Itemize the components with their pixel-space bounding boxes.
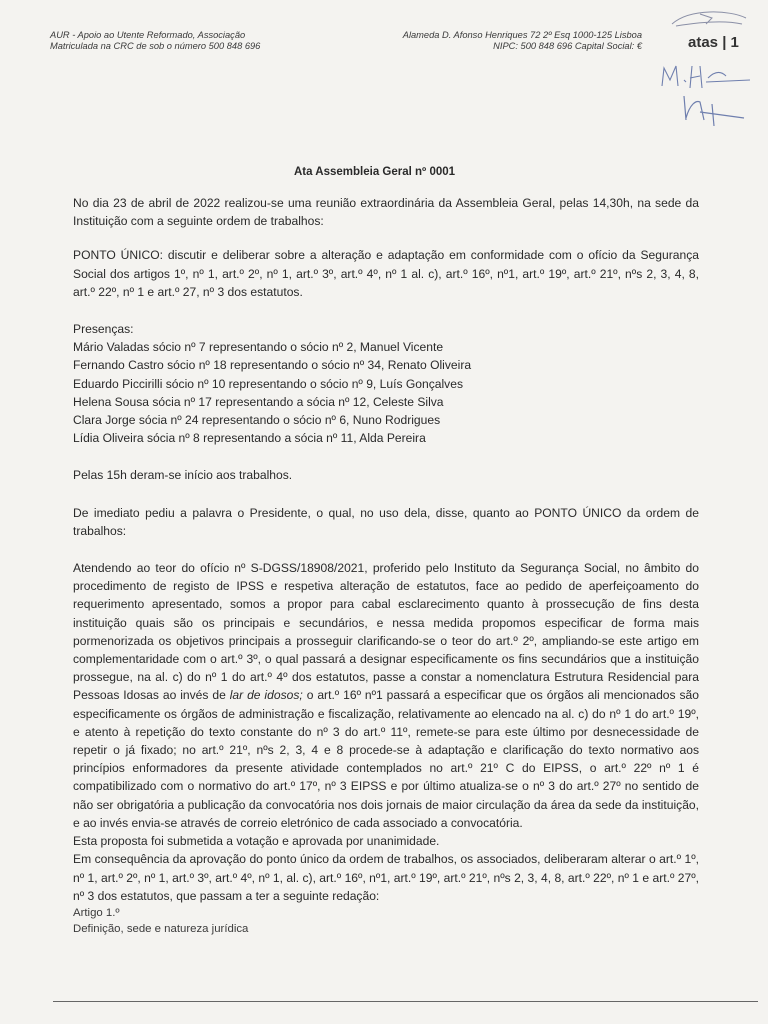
attendance-item: Eduardo Piccirilli sócio nº 10 representando o sócio nº 9, Luís Gonçalves xyxy=(73,376,463,391)
consequence-paragraph: Em consequência da aprovação do ponto único da ordem de trabalhos, os associados, deliberaram alterar o art.º 1º, nº 1, art.º 2º, nº 1, art.º 3º, art.º 4º, nº 1, al. c), art.º 16º, nº1, art.º 19º, art.º 21º, nºs 2, 3, 4, 8, art.º 22º, nº 1 e art.º 27º, nº 3 dos estatutos, que passam a ter a seguinte redação: xyxy=(73,852,699,903)
proposal-italic: lar de idosos; xyxy=(229,688,303,703)
vote-paragraph: Esta proposta foi submetida a votação e aprovada por unanimidade. xyxy=(73,834,440,849)
attendance-item: Clara Jorge sócia nº 24 representando o sócio nº 6, Nuno Rodrigues xyxy=(73,413,441,428)
attendance-item: Fernando Castro sócio nº 18 representando o sócio nº 34, Renato Oliveira xyxy=(73,358,472,373)
agenda-paragraph: PONTO ÚNICO: discutir e deliberar sobre a alteração e adaptação em conformidade com o ofício da Segurança Social dos artigos 1º, nº 1, art.º 2º, nº 1, art.º 3º, art.º 4º, nº 1 al. c), art.º 16º, nº1, art.º 19º, art.º 21º, nºs 2, 3, 4, 8, art.º 22º, nº 1 e art.º 27, nº 3 dos estatutos. xyxy=(73,248,699,299)
header-association-name: AUR - Apoio ao Utente Reformado, Associação xyxy=(50,30,246,40)
signature-initials xyxy=(662,66,750,88)
proposal-paragraph xyxy=(73,559,699,832)
proposal-text-b: o art.º 16º nº1 passará a especificar que os órgãos ali mencionados são especificamente os órgãos de administração e fiscalização, relativamente ao elencado na al. c) do nº 1 do art.º 19º, e atento à repetição do texto constante do nº 3 do art.º 11º, remete-se para este último por desnecessidade de repetir o já fixado; no art.º 21º, nºs 2, 3, 4 e 8 procede-se à adaptação e clarificação do texto normativo aos princípios enformadores da presente atividade contemplados no art.º 21º C do EIPSS, o art.º 22º nº 1 é compatibilizado com o normativo do art.º 17º, nº 3 EIPSS e por último atualiza-se o nº 3 do art.º 27º no sentido de não ser obrigatória a publicação da convocatória nos dois jornais de maior circulação da área da sede da instituição, e ao invés envia-se através de correio eletrónico de cada associado a convocatória. xyxy=(73,688,699,830)
article-subheading: Definição, sede e natureza jurídica xyxy=(73,922,249,935)
article-heading: Artigo 1.º xyxy=(73,906,120,919)
attendance-list xyxy=(73,338,699,447)
footer-divider xyxy=(53,1001,758,1002)
document-body xyxy=(73,194,699,937)
header-registration: Matriculada na CRC de sob o número 500 848 696 xyxy=(50,41,261,51)
signature-scribble-top xyxy=(672,12,746,26)
signature-mark xyxy=(684,96,744,126)
attendance-item: Lídia Oliveira sócia nº 8 representando a sócia nº 11, Alda Pereira xyxy=(73,431,426,446)
header-address-line: Alameda D. Afonso Henriques 72 2º Esq 1000-125 Lisboa xyxy=(402,30,642,40)
president-paragraph: De imediato pediu a palavra o Presidente, o qual, no uso dela, disse, quanto ao PONTO ÚNICO da ordem de trabalhos: xyxy=(73,505,699,538)
start-paragraph: Pelas 15h deram-se início aos trabalhos. xyxy=(73,468,293,483)
attendance-item: Mário Valadas sócio nº 7 representando o sócio nº 2, Manuel Vicente xyxy=(73,340,444,355)
page-number: atas | 1 xyxy=(688,34,739,51)
handwritten-signatures xyxy=(0,0,768,140)
proposal-text-a: Atendendo ao teor do ofício nº S-DGSS/18908/2021, proferido pelo Instituto da Segurança Social, no âmbito do procedimento de registo de IPSS e respetiva alteração de estatutos, face ao pedido de aperfeiçoamento do requerimento apresentado, somos a propor para cabal esclarecimento quanto à prossecução de fins desta instituição quais são os principais e secundários, e nessa medida propomos especificar de forma mais pormenorizada os objetivos principais a prosseguir clarificando-se o teor do art.º 2º, ampliando-se este artigo em complementaridade com o art.º 3º, o qual passará a designar especificamente os fins secundários que a instituição prossegue, na al. c) do nº 1 do art.º 4º dos estatutos, passe a constar a nomenclatura Estrutura Residencial para Pessoas Idosas ao invés de xyxy=(73,561,699,703)
document-title: Ata Assembleia Geral nº 0001 xyxy=(294,166,456,178)
attendance-label: Presenças: xyxy=(73,322,134,337)
attendance-item: Helena Sousa sócia nº 17 representando a sócia nº 12, Celeste Silva xyxy=(73,394,444,409)
header-nipc: NIPC: 500 848 696 Capital Social: € xyxy=(493,41,642,51)
intro-paragraph: No dia 23 de abril de 2022 realizou-se uma reunião extraordinária da Assembleia Geral, pelas 14,30h, na sede da Instituição com a seguinte ordem de trabalhos: xyxy=(73,196,699,229)
